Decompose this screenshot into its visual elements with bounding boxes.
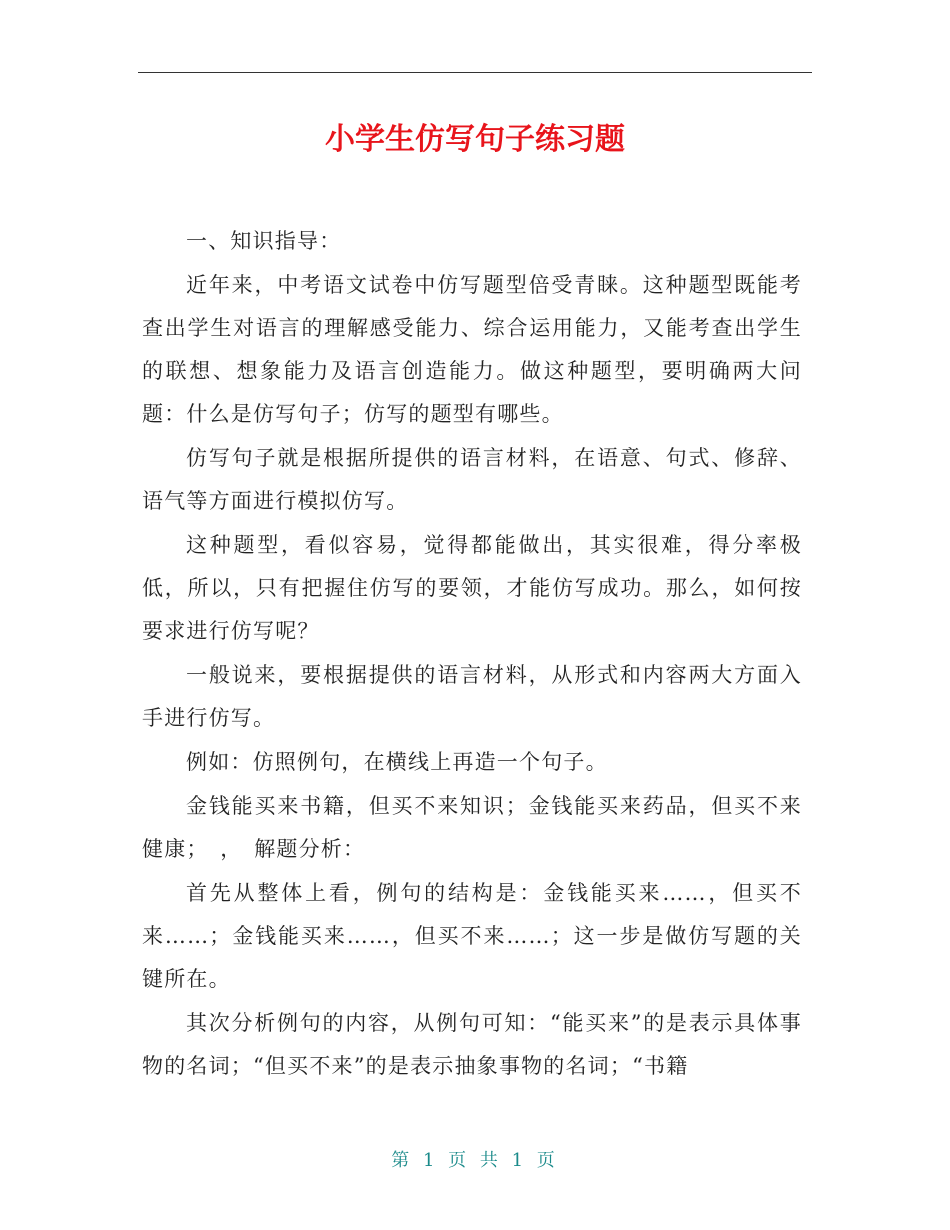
document-body <box>142 220 802 1089</box>
header-rule <box>138 72 812 73</box>
paragraph: 一、知识指导： <box>186 229 342 253</box>
paragraph: 仿写句子就是根据所提供的语言材料，在语意、句式、修辞、语气等方面进行模拟仿写。 <box>142 446 802 513</box>
paragraph: 首先从整体上看，例句的结构是：金钱能买来……，但买不来……；金钱能买来……，但买不来……；这一步是做仿写题的关键所在。 <box>142 881 802 991</box>
page-title: 小学生仿写句子练习题 <box>325 122 625 157</box>
paragraph: 近年来，中考语文试卷中仿写题型倍受青睐。这种题型既能考查出学生对语言的理解感受能力、综合运用能力，又能考查出学生的联想、想象能力及语言创造能力。做这种题型，要明确两大问题：什么是仿写句子；仿写的题型有哪些。 <box>142 273 802 426</box>
paragraph: 这种题型，看似容易，觉得都能做出，其实很难，得分率极低，所以，只有把握住仿写的要领，才能仿写成功。那么，如何按要求进行仿写呢？ <box>142 533 802 643</box>
paragraph: 金钱能买来书籍，但买不来知识；金钱能买来药品，但买不来健康； ， 解题分析： <box>142 794 802 861</box>
paragraph: 一般说来，要根据提供的语言材料，从形式和内容两大方面入手进行仿写。 <box>142 663 802 730</box>
paragraph: 其次分析例句的内容，从例句可知：“能买来”的是表示具体事物的名词；“但买不来”的是表示抽象事物的名词；“书籍 <box>142 1011 802 1078</box>
paragraph: 例如：仿照例句，在横线上再造一个句子。 <box>186 750 608 774</box>
page-number-footer: 第 1 页 共 1 页 <box>391 1150 559 1171</box>
